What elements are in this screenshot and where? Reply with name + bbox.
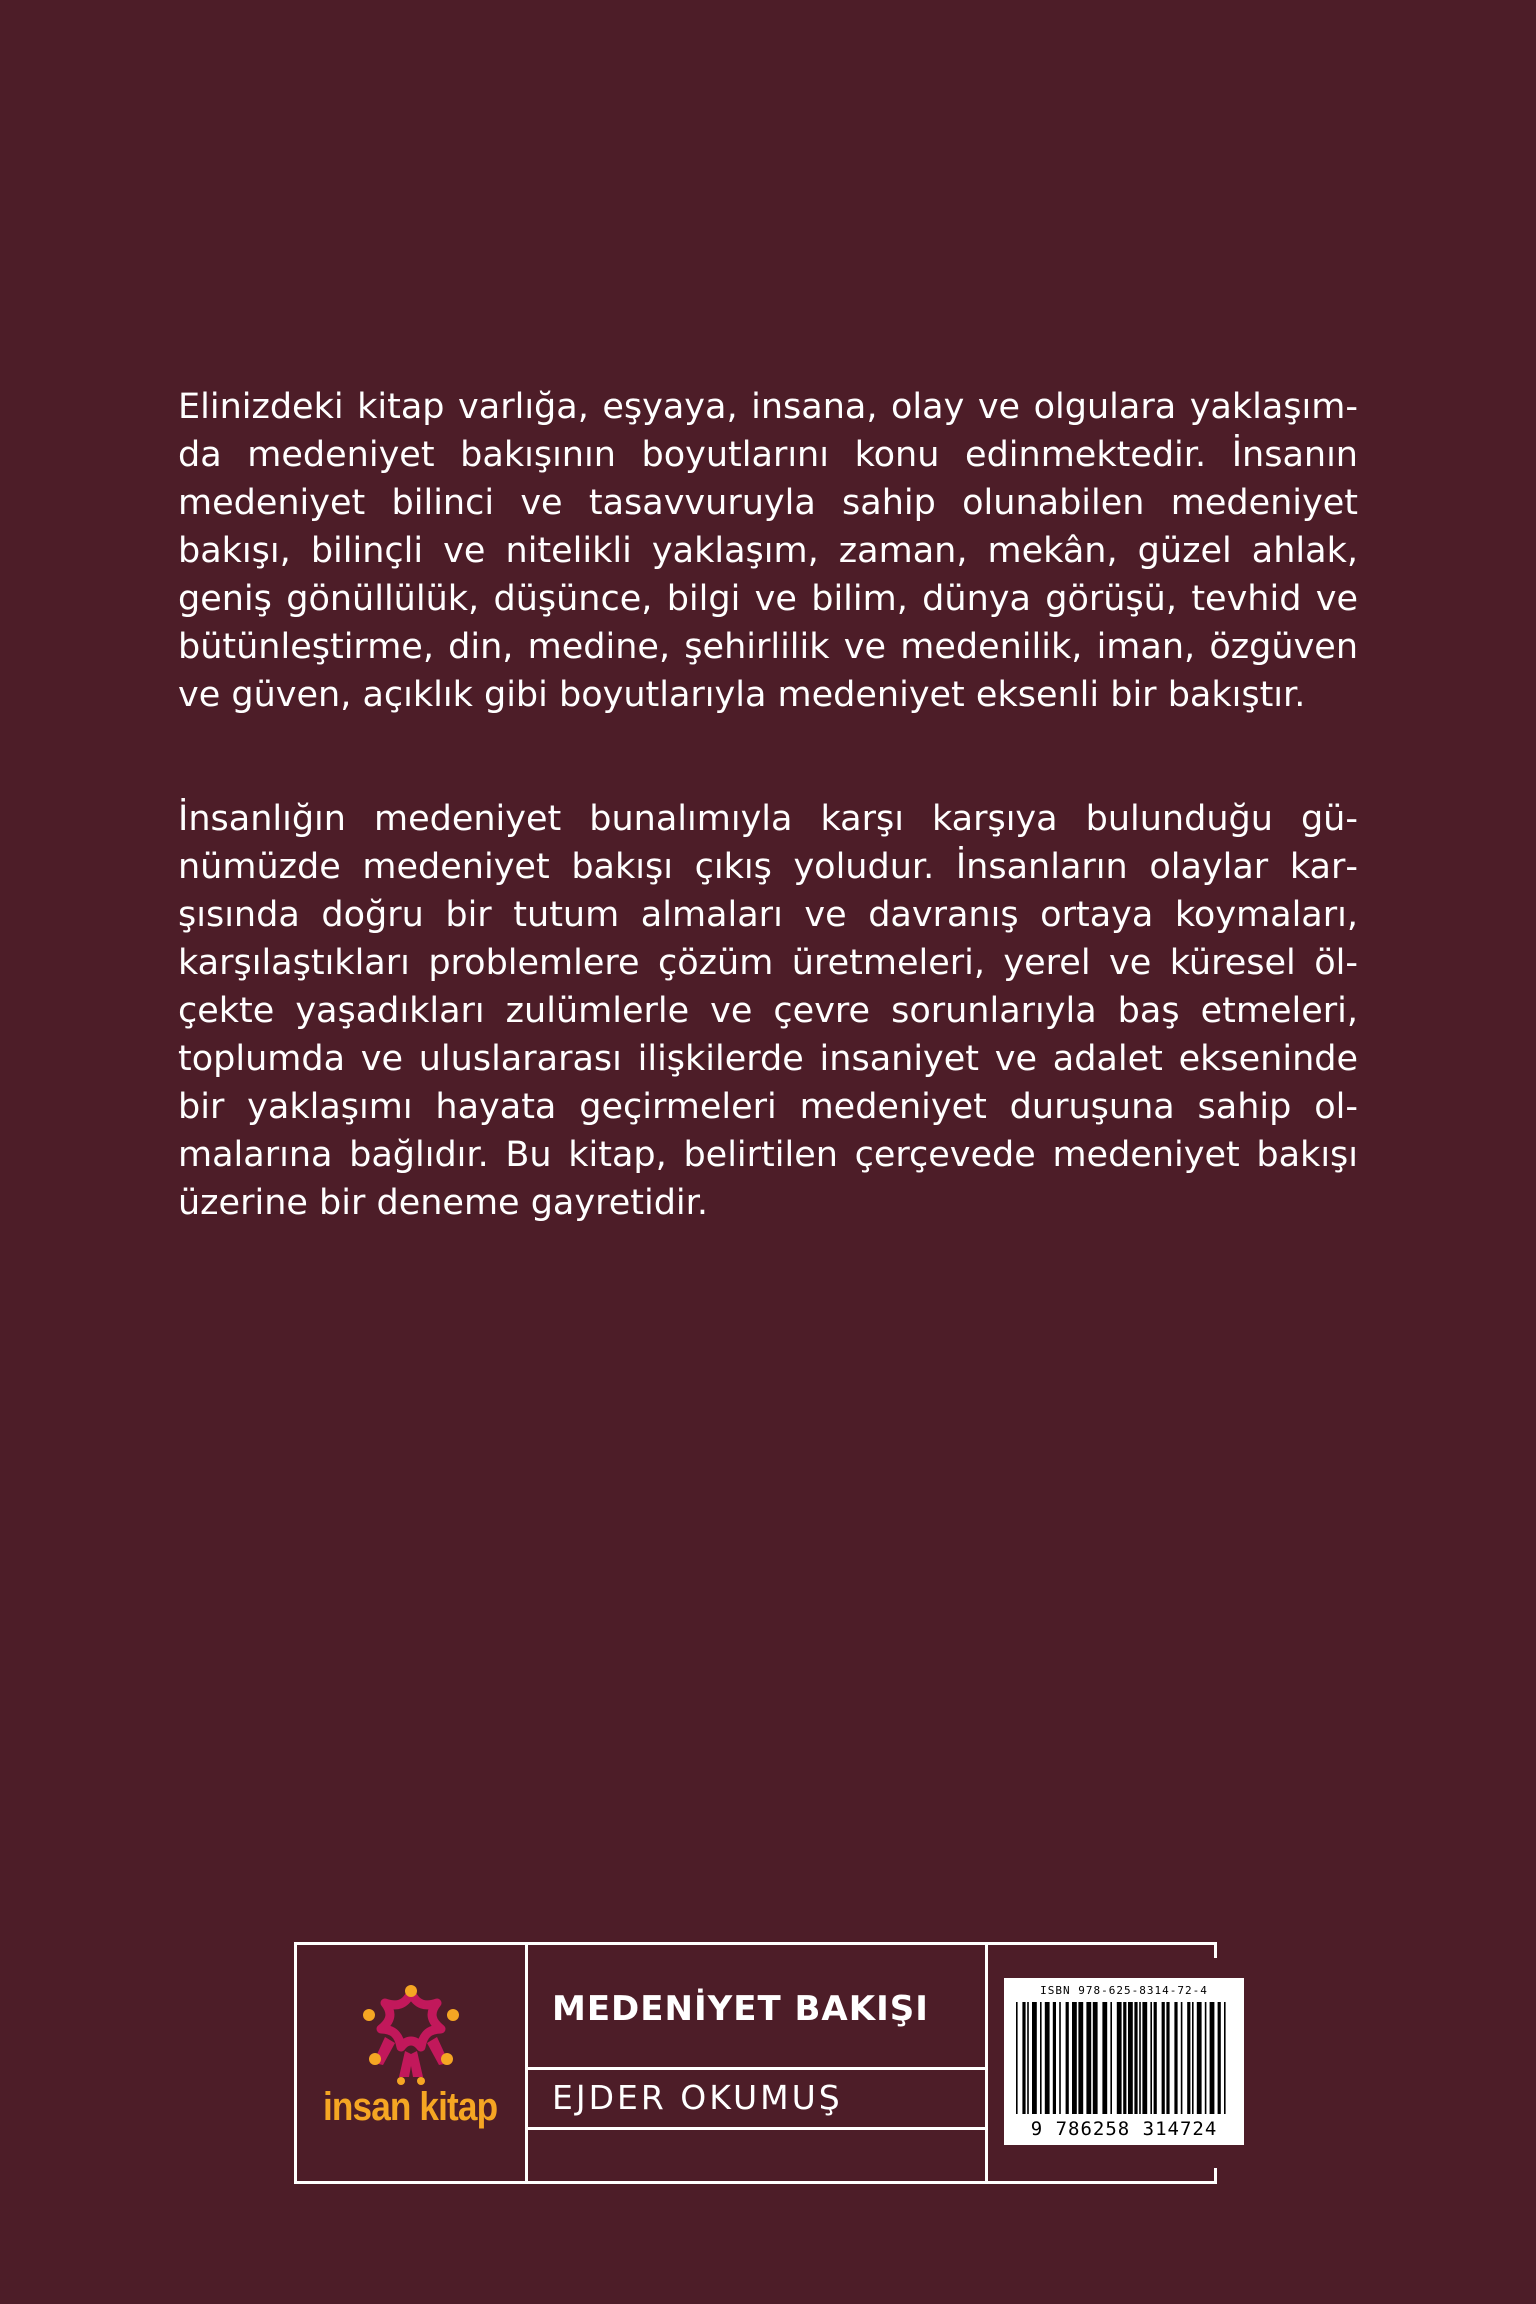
book-title: MEDENİYET BAKIŞI	[552, 1989, 929, 2029]
barcode-number: 9 786258 314724	[1030, 2118, 1218, 2140]
title-author-cell	[528, 1945, 988, 2181]
book-author: EJDER OKUMUŞ	[552, 2078, 843, 2117]
title-row	[528, 1945, 985, 2070]
box-corner-mark-top	[1214, 1942, 1217, 1958]
blurb-paragraph-2: İnsanlığın medeniyet bunalımıyla karşı karşıya bulunduğu günümüzde medeniyet bakışı çıkış yoludur. İnsanların olaylar karşısında doğru bir tutum almaları ve davranış ortaya koymaları, karşılaştıkları problemlere çözüm üretmeleri, yerel ve küresel ölçekte yaşadıkları zulümlerle ve çevre sorunlarıyla baş etmeleri, toplumda ve uluslararası ilişkilerde insaniyet ve adalet ekseninde bir yaklaşımı hayata geçirmeleri medeniyet duruşuna sahip olmalarına bağlıdır. Bu kitap, belirtilen çerçevede medeniyet bakışı üzerine bir deneme gayretidir.	[178, 799, 1358, 1223]
box-corner-mark-bottom	[1214, 2168, 1217, 2184]
barcode	[1004, 1978, 1244, 2145]
people-circle-star-icon	[355, 1985, 467, 2085]
blurb-paragraph-1: Elinizdeki kitap varlığa, eşyaya, insana, olay ve olgulara yaklaşımda medeniyet bakışının boyutlarını konu edinmektedir. İnsanın medeniyet bilinci ve tasavvuruyla sahip olunabilen medeniyet bakışı, bilinçli ve nitelikli yaklaşım, zaman, mekân, güzel ahlak, geniş gönüllülük, düşünce, bilgi ve bilim, dünya görüşü, tevhid ve bütünleştirme, din, medine, şehirlilik ve medenilik, iman, özgüven ve güven, açıklık gibi boyutlarıyla medeniyet eksenli bir bakıştır.	[178, 387, 1358, 715]
barcode-bars	[1012, 2002, 1236, 2114]
isbn-label: ISBN 978-625-8314-72-4	[1040, 1984, 1208, 1997]
publisher-name: insan kitap	[323, 2085, 498, 2129]
author-row	[528, 2070, 985, 2130]
publisher-logo-cell	[297, 1945, 528, 2181]
